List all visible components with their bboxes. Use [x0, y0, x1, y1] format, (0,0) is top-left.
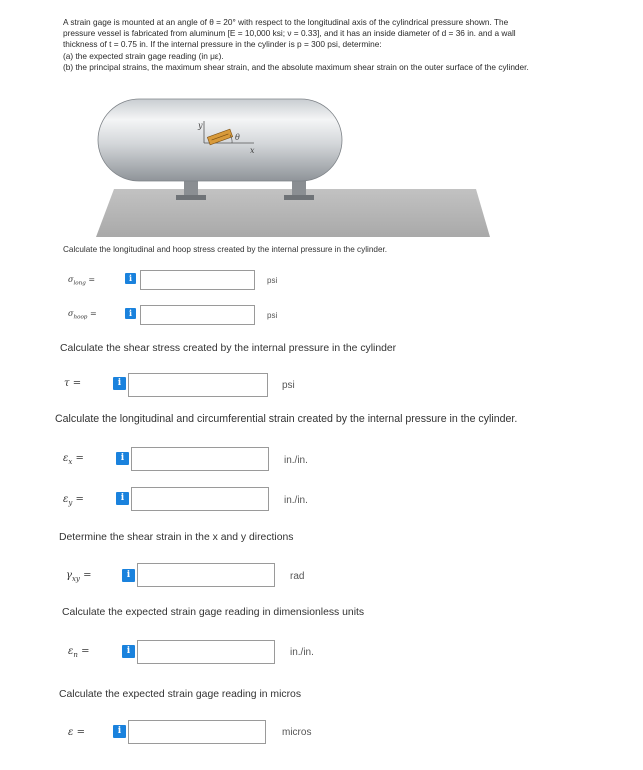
info-icon[interactable]: i	[116, 492, 129, 505]
gamma-xy-input[interactable]	[137, 563, 275, 587]
epsilon-x-unit: in./in.	[284, 455, 308, 466]
epsilon-micros-label: ε =	[68, 727, 85, 738]
info-icon[interactable]: i	[122, 569, 135, 582]
epsilon-n-input[interactable]	[137, 640, 275, 664]
problem-part-b: (b) the principal strains, the maximum shear strain, and the absolute maximum shear strain on the outer surface of the cylinder.	[63, 61, 529, 72]
problem-line: pressure vessel is fabricated from aluminum [E = 10,000 ksi; ν = 0.33], and it has an inside diameter of d = 36 in. and a wall	[63, 28, 516, 39]
pressure-vessel-figure	[96, 97, 490, 237]
problem-statement	[63, 17, 633, 73]
info-icon[interactable]: i	[116, 452, 129, 465]
sigma-long-label: $\sigma_{long}$ =	[68, 275, 96, 287]
instruction-micros: Calculate the expected strain gage reading in micros	[59, 689, 302, 700]
info-icon[interactable]: i	[113, 725, 126, 738]
instruction-strain: Calculate the longitudinal and circumferential strain created by the internal pressure in the cylinder.	[55, 413, 518, 425]
sigma-long-unit: psi	[267, 276, 278, 285]
epsilon-micros-unit: micros	[282, 727, 312, 738]
sigma-long-input[interactable]	[140, 270, 255, 290]
info-icon[interactable]: i	[113, 377, 126, 390]
sigma-hoop-unit: psi	[267, 311, 278, 320]
epsilon-y-unit: in./in.	[284, 495, 308, 506]
gamma-xy-label: $\gamma_{xy}$ =	[66, 570, 92, 583]
info-icon[interactable]: i	[122, 645, 135, 658]
info-icon[interactable]: i	[125, 273, 136, 284]
tau-unit: psi	[282, 380, 295, 391]
gamma-xy-unit: rad	[290, 571, 305, 582]
tau-input[interactable]	[128, 373, 268, 397]
instruction-stress: Calculate the longitudinal and hoop stress created by the internal pressure in the cylinder.	[63, 245, 388, 254]
epsilon-n-unit: in./in.	[290, 647, 314, 658]
x-axis-label: x	[250, 146, 255, 155]
epsilon-n-label: $\varepsilon_n$ =	[68, 646, 90, 659]
tau-label: τ =	[64, 378, 82, 389]
instruction-shear-strain: Determine the shear strain in the x and y directions	[59, 532, 294, 543]
problem-line: thickness of t = 0.75 in. If the internal pressure in the cylinder is p = 300 psi, determine:	[63, 39, 382, 50]
epsilon-x-input[interactable]	[131, 447, 269, 471]
sigma-hoop-label: $\sigma_{hoop}$ =	[68, 309, 97, 321]
info-icon[interactable]: i	[125, 308, 136, 319]
problem-line: A strain gage is mounted at an angle of θ = 20° with respect to the longitudinal axis of the cylindrical pressure shown. The	[63, 17, 509, 27]
angle-theta-label: θ	[235, 133, 240, 142]
sigma-hoop-input[interactable]	[140, 305, 255, 325]
y-axis-label: y	[198, 121, 203, 130]
problem-part-a: (a) the expected strain gage reading (in με).	[63, 50, 224, 61]
instruction-shear-stress: Calculate the shear stress created by the internal pressure in the cylinder	[60, 343, 397, 354]
epsilon-micros-input[interactable]	[128, 720, 266, 744]
epsilon-y-label: $\varepsilon_y$ =	[63, 494, 84, 507]
epsilon-x-label: $\varepsilon_x$ =	[63, 453, 84, 466]
epsilon-y-input[interactable]	[131, 487, 269, 511]
instruction-gage-reading: Calculate the expected strain gage reading in dimensionless units	[62, 607, 365, 618]
